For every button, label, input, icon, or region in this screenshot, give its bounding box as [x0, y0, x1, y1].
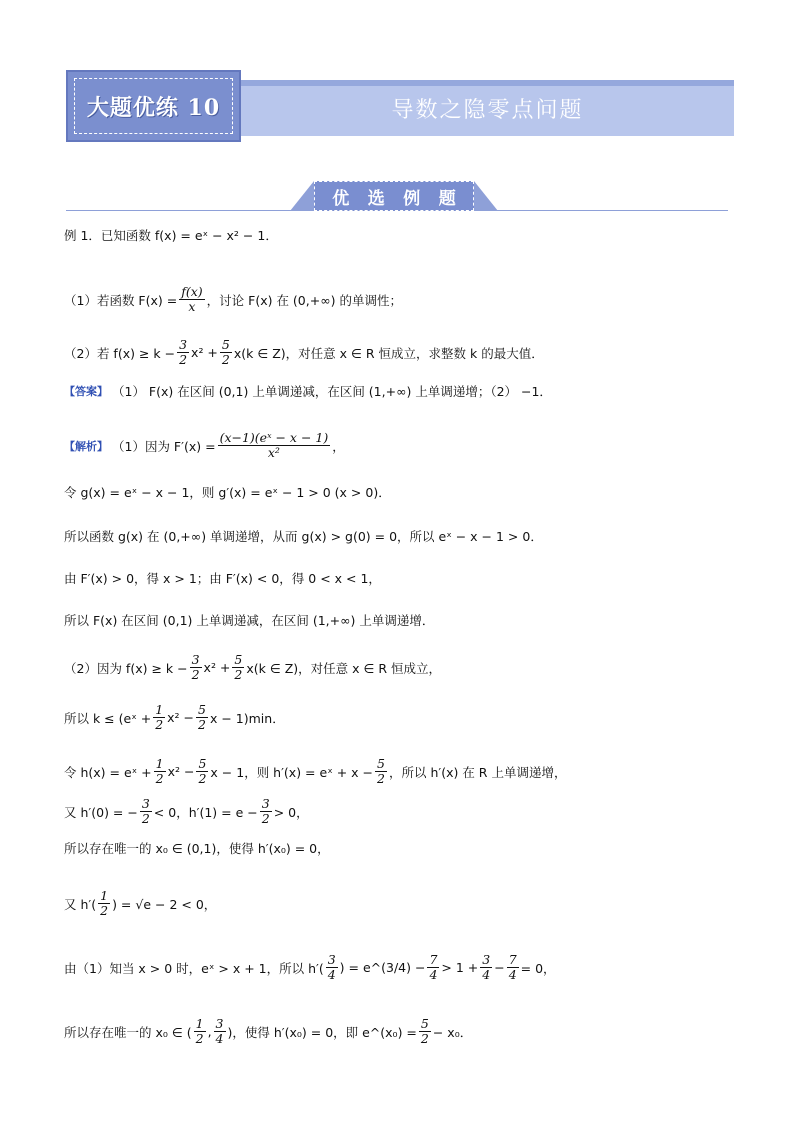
solution-line-l8: [64, 569, 381, 587]
line-mid: x² −: [167, 710, 195, 726]
line-prefix: 令 h(x) = eˣ +: [64, 764, 152, 780]
fraction: [232, 653, 244, 683]
line-text: 所以 F(x) 在区间 (0,1) 上单调递减，在区间 (1,+∞) 上单调递增．: [64, 613, 435, 628]
solution-line-l13: [64, 797, 309, 827]
fraction-denominator: 2: [179, 352, 188, 368]
fraction-numerator: 5: [198, 756, 207, 771]
fraction: [154, 757, 166, 787]
fraction-numerator: 1: [155, 702, 164, 717]
fraction-numerator: 5: [420, 1016, 429, 1031]
fraction-numerator: 3: [191, 652, 200, 667]
solution-line-l1: [64, 226, 278, 244]
fraction: [196, 703, 208, 733]
fraction-denominator: 4: [215, 1031, 224, 1047]
line-text: 所以函数 g(x) 在 (0,+∞) 单调递增，从而 g(x) > g(0) = 0，所以 eˣ − x − 1 > 0．: [64, 529, 543, 544]
solution-line-l5: [64, 431, 345, 461]
solution-line-l17: [64, 1017, 472, 1047]
line-mid: < 0，h′(1) = e −: [153, 804, 258, 820]
solution-line-l14: [64, 839, 330, 857]
fraction-denominator: 2: [198, 717, 206, 733]
fraction-denominator: 2: [198, 771, 207, 787]
line-suffix: − x₀．: [432, 1024, 473, 1040]
line-suffix: ) = √e − 2 < 0，: [112, 896, 217, 912]
fraction: [194, 1017, 206, 1047]
line-mid2: > 1 +: [441, 960, 479, 976]
fraction-numerator: 3: [261, 796, 270, 811]
line-suffix: x − 1)min．: [209, 710, 285, 726]
solution-line-l12: [64, 757, 566, 787]
fraction: [218, 431, 331, 461]
title-bar: [241, 80, 734, 136]
solution-line-l6: [64, 483, 391, 501]
line-prefix: 由（1）知当 x > 0 时，eˣ > x + 1，所以 h′(: [64, 960, 324, 976]
solution-line-l7: [64, 527, 543, 545]
fraction: [326, 953, 338, 983]
line-mid2: x − 1，则 h′(x) = eˣ + x −: [210, 764, 374, 780]
fraction-numerator: 1: [100, 888, 109, 903]
fraction-denominator: 2: [195, 1031, 204, 1047]
line-prefix: （1）因为 F′(x) =: [112, 438, 216, 454]
line-suffix: ，讨论 F(x) 在 (0,+∞) 的单调性；: [206, 292, 402, 308]
line-prefix: 所以存在唯一的 x₀ ∈ (: [64, 1024, 192, 1040]
fraction-numerator: 5: [377, 756, 385, 771]
fraction-denominator: 4: [429, 967, 438, 983]
fraction-numerator: 3: [141, 796, 150, 811]
fraction-denominator: x: [188, 299, 196, 315]
section-char-4: 题: [438, 188, 456, 209]
line-suffix: x(k ∈ Z)，对任意 x ∈ R 恒成立，求整数 k 的最大值．: [233, 345, 544, 361]
solution-line-l9: [64, 611, 434, 629]
fraction: [220, 338, 232, 368]
fraction: [153, 703, 165, 733]
line-mid2: )，使得 h′(x₀) = 0，即 e^(x₀) =: [227, 1024, 417, 1040]
title-banner: [66, 70, 734, 142]
line-text: 例 1．已知函数 f(x) = eˣ − x² − 1．: [64, 228, 278, 243]
label-tag: 【解析】: [64, 439, 108, 453]
fraction-numerator: 1: [195, 1016, 204, 1031]
title-badge-text: 大题优练 10: [74, 78, 233, 134]
section-char-1: 优: [332, 188, 350, 209]
fraction-numerator: 5: [221, 337, 230, 352]
section-char-3: 例: [403, 188, 421, 209]
fraction-numerator: 7: [508, 952, 517, 967]
line-text: 由 F′(x) > 0，得 x > 1；由 F′(x) < 0，得 0 < x < 1，: [64, 571, 381, 586]
fraction-numerator: 5: [234, 652, 243, 667]
section-char-2: 选: [367, 188, 385, 209]
line-suffix: x(k ∈ Z)，对任意 x ∈ R 恒成立，: [246, 660, 442, 676]
title-badge: [66, 70, 241, 142]
fraction-numerator: 3: [215, 1016, 224, 1031]
fraction: [427, 953, 439, 983]
fraction-numerator: 3: [327, 952, 336, 967]
label-tag: 【答案】: [64, 385, 108, 398]
line-mid: ) = e^(3/4) −: [339, 960, 426, 976]
fraction-numerator: 1: [155, 756, 164, 771]
fraction-denominator: 2: [221, 352, 230, 368]
line-prefix: （1）若函数 F(x) =: [64, 292, 178, 308]
line-mid: x² +: [191, 345, 218, 361]
solution-line-l11: [64, 703, 285, 733]
fraction-numerator: (x−1)(eˣ − x − 1): [219, 430, 329, 445]
fraction: [480, 953, 492, 983]
line-suffix: ，所以 h′(x) 在 R 上单调递增，: [388, 764, 567, 780]
line-suffix: ，: [332, 438, 345, 454]
title-bar-stripe: [241, 80, 734, 86]
fraction: [507, 953, 519, 983]
fraction: [196, 757, 208, 787]
solution-line-l2: [64, 285, 402, 315]
fraction-numerator: 5: [198, 702, 206, 717]
fraction-denominator: 2: [191, 667, 200, 683]
line-mid3: −: [494, 960, 505, 976]
fraction-numerator: 7: [429, 952, 438, 967]
fraction-numerator: 3: [179, 337, 188, 352]
fraction-numerator: f(x): [181, 284, 203, 299]
section-heading: [314, 181, 474, 211]
fraction: [177, 338, 189, 368]
solution-line-l3: [64, 338, 544, 368]
line-mid: x² +: [203, 660, 231, 676]
fraction-denominator: 2: [155, 771, 164, 787]
line-prefix: 又 h′(: [64, 896, 97, 912]
page-title: 导数之隐零点问题: [391, 97, 584, 123]
line-prefix: （2）若 f(x) ≥ k −: [64, 345, 176, 361]
solution-line-l10: [64, 653, 441, 683]
fraction: [419, 1017, 431, 1047]
fraction-denominator: 2: [100, 903, 109, 919]
fraction: [179, 285, 204, 315]
fraction-denominator: 4: [508, 967, 517, 983]
fraction-denominator: x²: [267, 445, 280, 461]
fraction-denominator: 4: [482, 967, 491, 983]
line-prefix: （2）因为 f(x) ≥ k −: [64, 660, 188, 676]
fraction-denominator: 2: [261, 811, 270, 827]
solution-line-l4: [64, 382, 552, 400]
line-suffix: = 0，: [520, 960, 556, 976]
line-text: （1） F(x) 在区间 (0,1) 上单调递减，在区间 (1,+∞) 上单调递增；（2） −1．: [112, 384, 552, 399]
fraction: [375, 757, 387, 787]
line-text: 所以存在唯一的 x₀ ∈ (0,1)，使得 h′(x₀) = 0，: [64, 841, 330, 856]
fraction-denominator: 2: [420, 1031, 429, 1047]
solution-line-l15: [64, 889, 216, 919]
fraction: [190, 653, 202, 683]
line-prefix: 所以 k ≤ (eˣ +: [64, 710, 152, 726]
fraction: [140, 797, 152, 827]
fraction-denominator: 2: [141, 811, 150, 827]
line-text: 令 g(x) = eˣ − x − 1，则 g′(x) = eˣ − 1 > 0 (x > 0)．: [64, 485, 391, 500]
line-prefix: 又 h′(0) = −: [64, 804, 138, 820]
fraction-denominator: 4: [327, 967, 336, 983]
fraction-denominator: 2: [234, 667, 243, 683]
fraction-denominator: 2: [377, 771, 385, 787]
fraction-denominator: 2: [155, 717, 164, 733]
line-mid: x² −: [167, 764, 195, 780]
fraction-numerator: 3: [482, 952, 491, 967]
line-mid: ,: [207, 1024, 212, 1040]
line-suffix: > 0，: [273, 804, 309, 820]
fraction: [98, 889, 110, 919]
fraction: [260, 797, 272, 827]
fraction: [214, 1017, 226, 1047]
solution-line-l16: [64, 953, 556, 983]
